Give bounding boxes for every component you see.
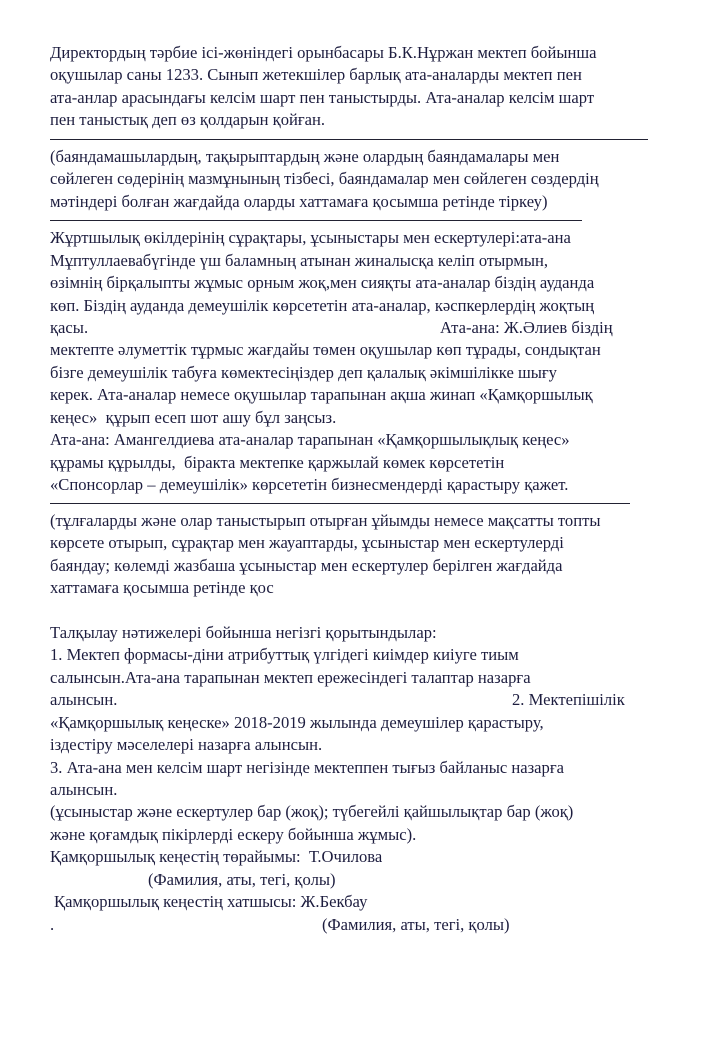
intro-paragraph	[50, 42, 680, 132]
text-fragment: 2. Мектепішілік	[512, 690, 625, 710]
text-line: Ата-ана: Амангелдиева ата-аналар тарапынан «Қамқоршылықлық кеңес»	[50, 430, 570, 450]
text-line: (тұлғаларды және олар таныстырып отырған ұйымды немесе мақсатты топты	[50, 510, 601, 530]
text-line: ата-анлар арасындағы келсім шарт пен таныстырды. Ата-аналар келсім шарт	[50, 87, 595, 107]
speakers-note	[50, 146, 680, 213]
text-line: көрсете отырып, сұрақтар мен жауаптарды, ұсыныстар мен ескертулерді	[50, 533, 564, 553]
chair-signature-line: Қамқоршылық кеңестің төрайымы: Т.Очилова	[50, 847, 383, 867]
separator-line	[50, 220, 582, 221]
text-line: мәтіндері болған жағдайда оларды хаттамаға қосымша ретінде тіркеу)	[50, 191, 548, 211]
text-line: пен таныстық деп өз қолдарын қойған.	[50, 110, 326, 130]
text-line: Директордың тәрбие ісі-жөніндегі орынбасары Б.К.Нұржан мектеп бойынша	[50, 43, 597, 62]
signatures	[50, 846, 680, 936]
chair-signature-caption: (Фамилия, аты, тегі, қолы)	[148, 869, 336, 889]
persons-note	[50, 510, 680, 600]
text-fragment: қасы.	[50, 317, 89, 337]
text-line: іздестіру мәселелері назарға алынсын.	[50, 735, 323, 755]
text-line: (ұсыныстар және ескертулер бар (жоқ); түбегейлі қайшылықтар бар (жоқ)	[50, 802, 574, 822]
text-fragment: алынсын.	[50, 690, 118, 710]
secretary-signature-caption: (Фамилия, аты, тегі, қолы)	[322, 914, 510, 934]
document-page	[50, 42, 680, 936]
secretary-signature-line: Қамқоршылық кеңестің хатшысы: Ж.Бекбау	[54, 892, 368, 912]
conclusions-heading: Талқылау нәтижелері бойынша негізгі қорытындылар:	[50, 622, 437, 642]
text-line: құрамы құрылды, біракта мектепке қаржылай көмек көрсететін	[50, 452, 505, 472]
text-line: көп. Біздің ауданда демеушілік көрсететін ата-аналар, кәспкерлердің жоқтың	[50, 295, 595, 315]
public-remarks	[50, 227, 680, 496]
text-line: сөйлеген сөдерінің мазмұнының тізбесі, баяндамалар мен сөйлеген сөздердің	[50, 169, 599, 189]
text-line: хаттамаға қосымша ретінде қос	[50, 577, 274, 597]
conclusions	[50, 622, 680, 847]
text-line: керек. Ата-аналар немесе оқушылар тарапынан ақша жинап «Қамқоршылық	[50, 385, 593, 405]
text-line: бізге демеушілік табуға көмектесіңіздер деп қалалық әкімшілікке шығу	[50, 362, 557, 382]
text-line	[50, 914, 680, 936]
text-line: баяндау; көлемді жазбаша ұсыныстар мен ескертулер берілген жағдайда	[50, 555, 563, 575]
text-line: алынсын.	[50, 780, 118, 800]
text-line	[50, 317, 680, 339]
secretary-dot: .	[50, 914, 55, 934]
text-line: және қоғамдық пікірлерді ескеру бойынша жұмыс).	[50, 824, 417, 844]
blank-line	[50, 599, 680, 621]
text-line: салынсын.Ата-ана тарапынан мектеп ережесіндегі талаптар назарға	[50, 667, 531, 687]
text-fragment: Ата-ана: Ж.Әлиев біздің	[440, 317, 613, 337]
text-line: 1. Мектеп формасы-діни атрибуттық үлгідегі киімдер киіуге тиым	[50, 645, 519, 665]
text-line: (баяндамашылардың, тақырыптардың және олардың баяндамалары мен	[50, 146, 560, 166]
separator-line	[50, 503, 630, 504]
text-line: «Қамқоршылық кеңеске» 2018-2019 жылында демеушілер қарастыру,	[50, 712, 544, 732]
text-line: оқушылар саны 1233. Сынып жетекшілер барлық ата-аналарды мектеп пен	[50, 65, 582, 85]
text-line: Мұптуллаевабүгінде үш баламның атынан жиналысқа келіп отырмын,	[50, 250, 549, 270]
text-line: Жұртшылық өкілдерінің сұрақтары, ұсыныстары мен ескертулері:ата-ана	[50, 228, 571, 248]
text-line	[50, 689, 680, 711]
separator-line	[50, 139, 648, 140]
text-line: 3. Ата-ана мен келсім шарт негізінде мектеппен тығыз байланыс назарға	[50, 757, 565, 777]
text-line: кеңес» құрып есеп шот ашу бұл заңсыз.	[50, 407, 337, 427]
text-line: «Спонсорлар – демеушілік» көрсететін бизнесмендерді қарастыру қажет.	[50, 475, 569, 495]
text-line: мектепте әлуметтік тұрмыс жағдайы төмен оқушылар көп тұрады, сондықтан	[50, 340, 601, 360]
text-line: өзімнің бірқалыпты жұмыс орным жоқ,мен сияқты ата-аналар біздің ауданда	[50, 273, 595, 293]
